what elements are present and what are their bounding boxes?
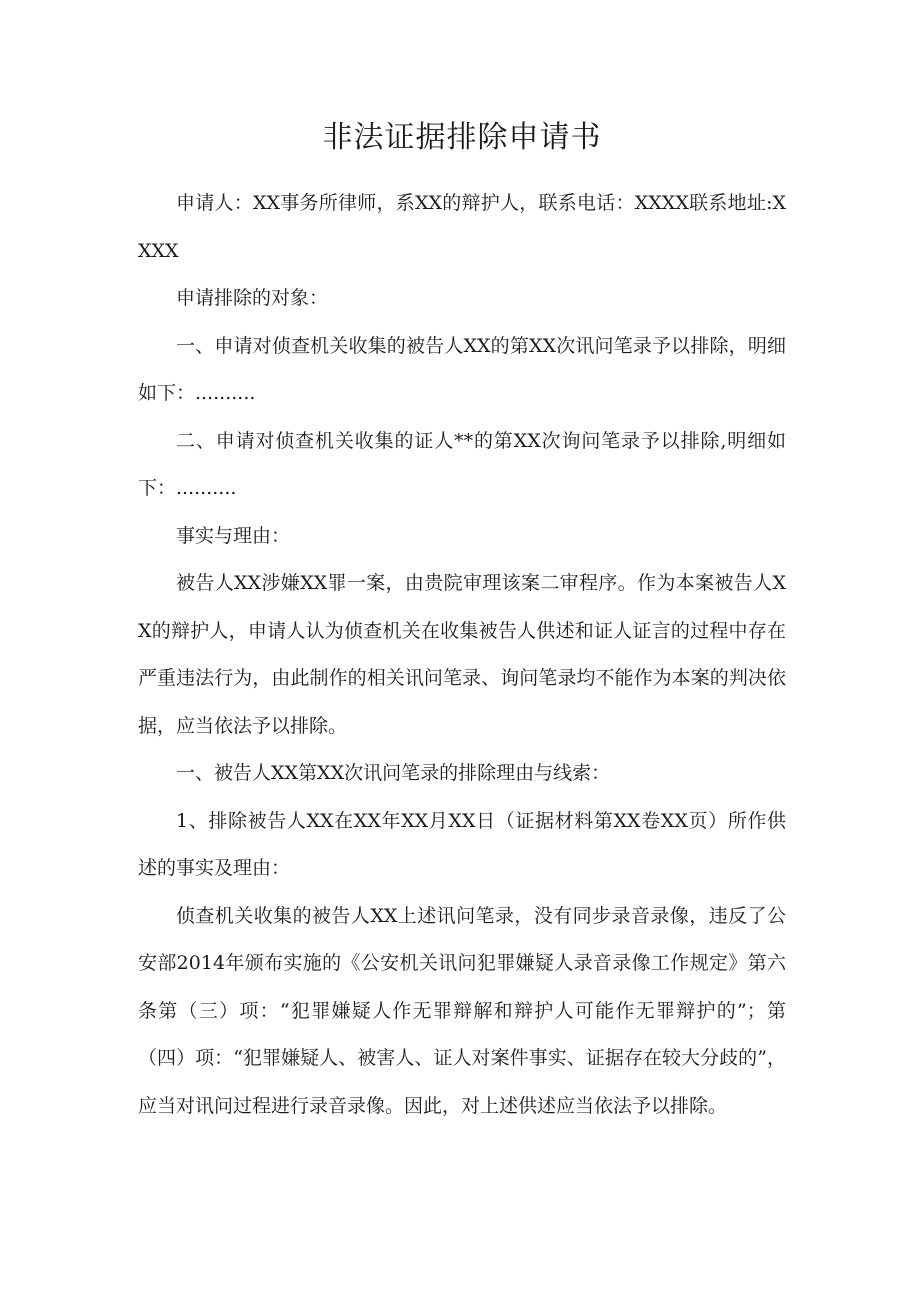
section-1-heading: 一、被告人XX第XX次讯问笔录的排除理由与线索：: [176, 762, 611, 784]
applicant-paragraph: 申请人：XX事务所律师，系XX的辩护人，联系电话：XXXX联系地址:XXXX: [138, 192, 786, 262]
facts-reasons-heading: 事实与理由：: [176, 524, 291, 547]
exclusion-item-2: 二、申请对侦查机关收集的证人**的第XX次询问笔录予以排除,明细如下：..........: [138, 429, 786, 499]
document-title: 非法证据排除申请书: [322, 120, 602, 155]
reason-paragraph: 侦查机关收集的被告人XX上述讯问笔录，没有同步录音录像，违反了公安部2014年颁布实施的《公安机关讯问犯罪嫌疑人录音录像工作规定》第六条第（三）项：“犯罪嫌疑人作无罪辩解和辩护人可能作无罪辩护的”；第（四）项：“犯罪嫌疑人、被害人、证人对案件事实、证据存在较大分歧的”，应当对讯问过程进行录音录像。因此，对上述供述应当依法予以排除。: [138, 904, 786, 1117]
document-page: [138, 112, 786, 1130]
exclusion-item-1: 一、申请对侦查机关收集的被告人XX的第XX次讯问笔录予以排除，明细如下：..........: [138, 334, 786, 404]
exclusion-target-heading: 申请排除的对象：: [176, 287, 329, 309]
facts-paragraph: 被告人XX涉嫌XX罪一案，由贵院审理该案二审程序。作为本案被告人XX的辩护人，申请人认为侦查机关在收集被告人供述和证人证言的过程中存在严重违法行为，由此制作的相关讯问笔录、询问笔录均不能作为本案的判决依据，应当依法予以排除。: [138, 572, 786, 737]
subsection-1-heading: 1、排除被告人XX在XX年XX月XX日（证据材料第XX卷XX页）所作供述的事实及理由：: [138, 809, 786, 879]
